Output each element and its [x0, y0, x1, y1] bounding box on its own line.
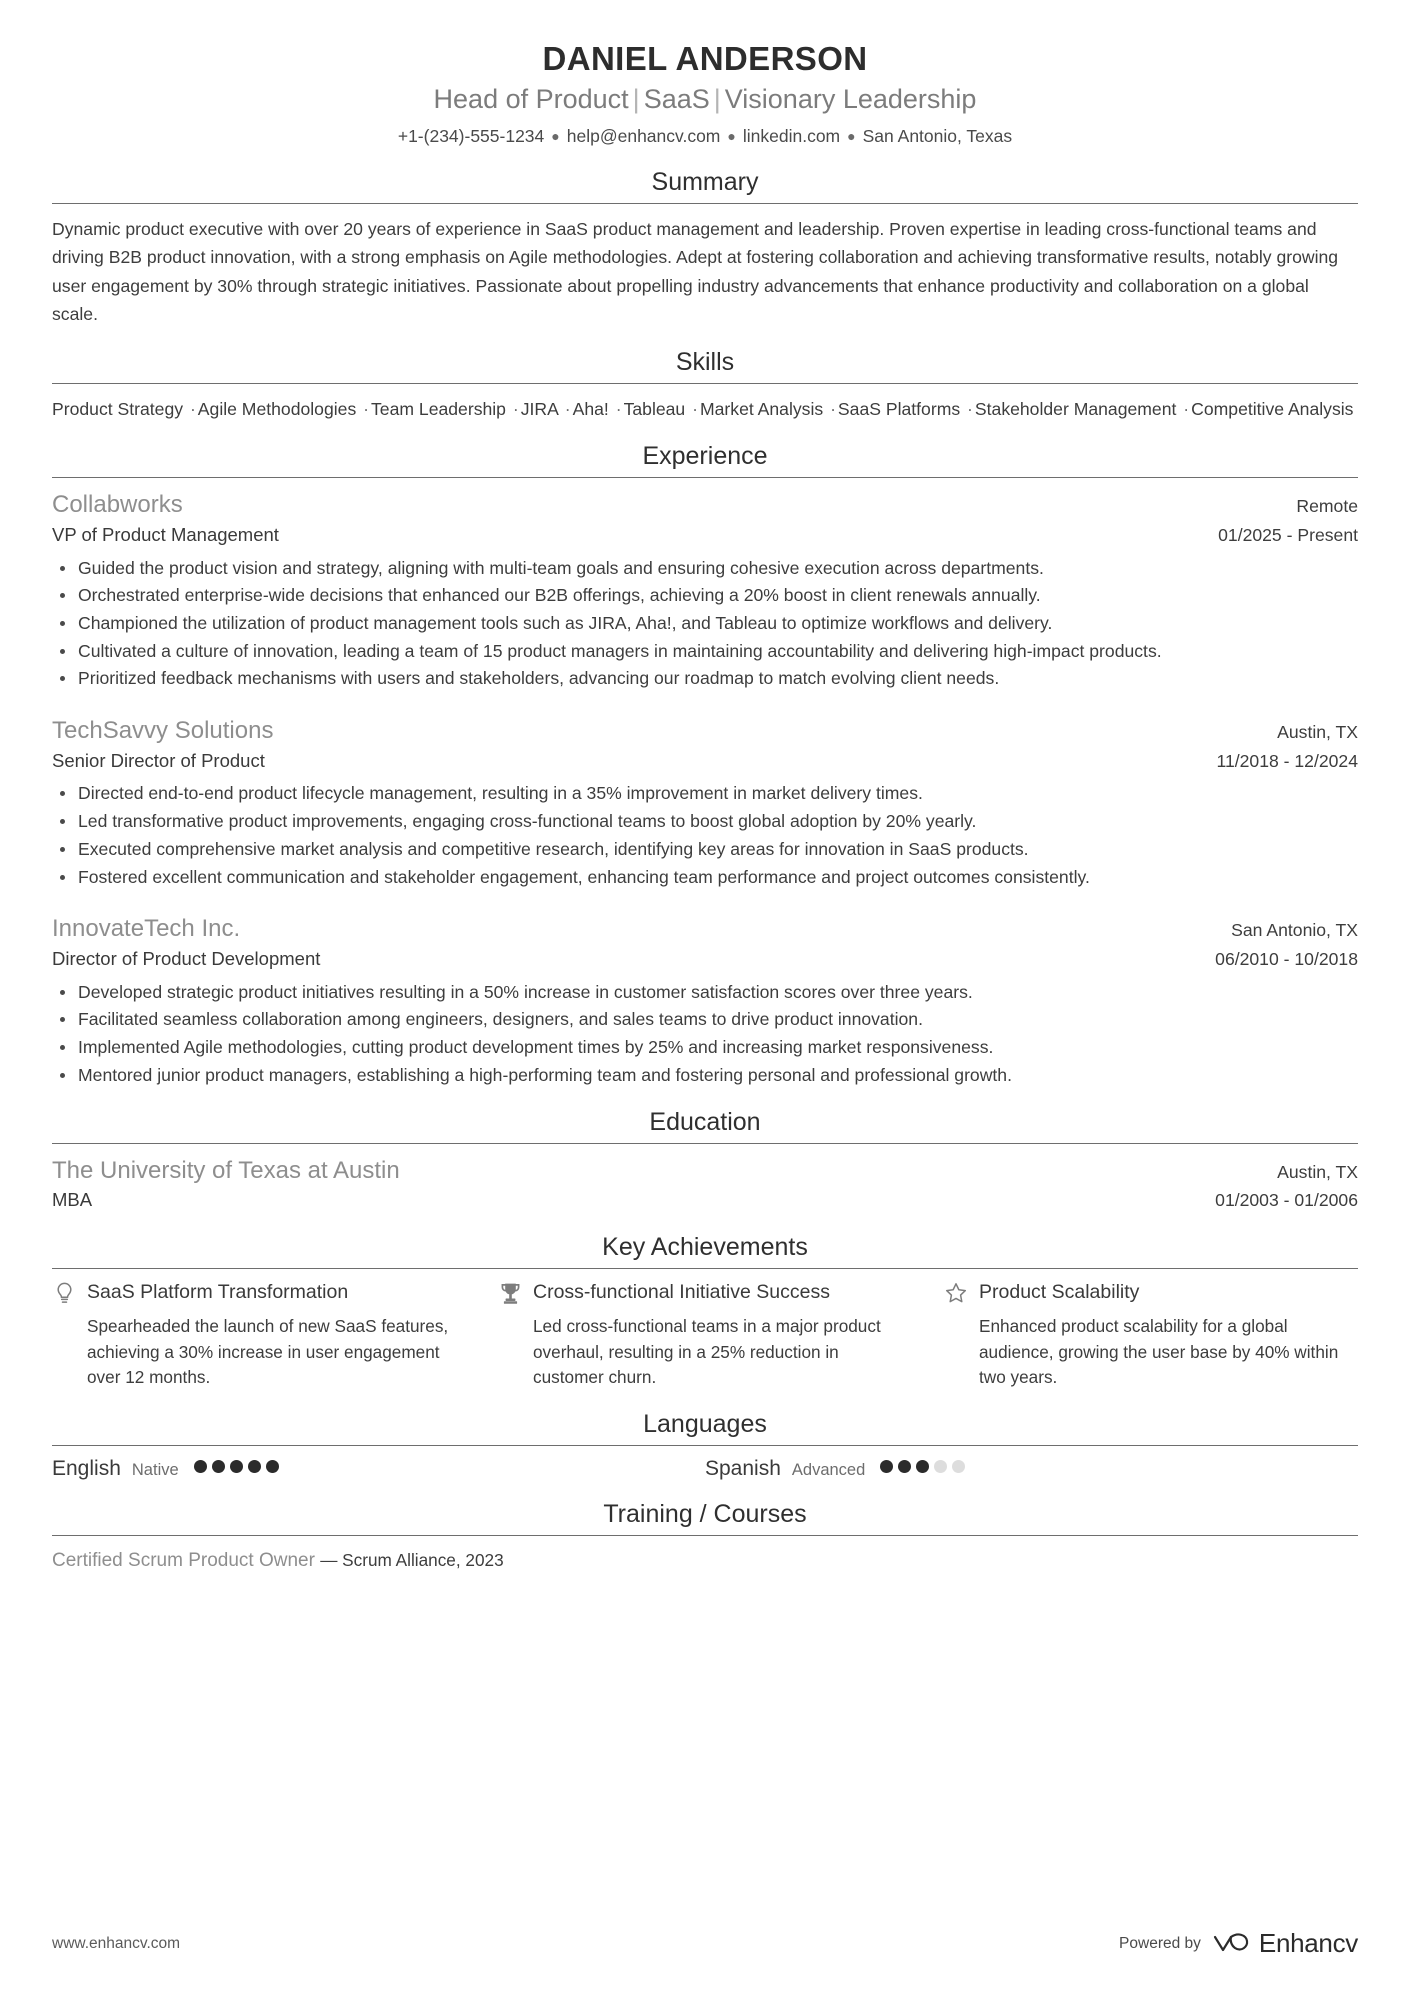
job-bullet: Championed the utilization of product management tools such as JIRA, Aha!, and Tableau to optimize workflows and delivery.	[52, 610, 1358, 637]
job-bullet: Implemented Agile methodologies, cutting product development times by 25% and increasing market responsiveness.	[52, 1034, 1358, 1061]
skill-separator-icon: ·	[363, 398, 369, 419]
section-training	[52, 1499, 1358, 1575]
proficiency-dot	[952, 1460, 965, 1473]
job-bullet: Mentored junior product managers, establishing a high-performing team and fostering personal and professional growth.	[52, 1062, 1358, 1089]
job-company: Collabworks	[52, 491, 183, 519]
proficiency-dot	[230, 1460, 243, 1473]
education-dates: 01/2003 - 01/2006	[1215, 1189, 1358, 1210]
language-name: Spanish	[705, 1457, 781, 1481]
skill-item: Market Analysis	[699, 398, 824, 419]
education-location: Austin, TX	[1277, 1161, 1358, 1182]
skill-item: JIRA	[520, 398, 558, 419]
bullet-separator-icon: ●	[847, 128, 856, 145]
skill-item: Tableau	[623, 398, 686, 419]
skill-item: Competitive Analysis	[1191, 398, 1354, 419]
headline-part-3: Visionary Leadership	[724, 84, 977, 115]
job-bullet: Cultivated a culture of innovation, leading a team of 15 product managers in maintaining accountability and delivering high-impact products.	[52, 638, 1358, 665]
skill-separator-icon: ·	[189, 398, 196, 419]
language-proficiency-dots	[194, 1460, 279, 1473]
job-bullet: Led transformative product improvements, engaging cross-functional teams to boost global adoption by 20% yearly.	[52, 808, 1358, 835]
skill-separator-icon: ·	[512, 398, 519, 419]
proficiency-dot	[934, 1460, 947, 1473]
section-languages	[52, 1409, 1358, 1481]
skill-separator-icon: ·	[830, 398, 836, 419]
proficiency-dot	[916, 1460, 929, 1473]
entry-spacer	[52, 699, 1358, 715]
job-role: VP of Product Management	[52, 523, 279, 545]
job-dates: 01/2025 - Present	[1218, 524, 1358, 545]
section-title-experience: Experience	[642, 442, 768, 471]
skill-separator-icon: ·	[1183, 398, 1190, 419]
achievement-title: Product Scalability	[979, 1280, 1140, 1303]
skill-separator-icon: ·	[564, 398, 571, 419]
achievement-item	[944, 1280, 1358, 1391]
language-name: English	[52, 1457, 121, 1481]
language-proficiency-dots	[880, 1460, 965, 1473]
achievement-item	[498, 1280, 912, 1391]
language-item	[52, 1457, 705, 1481]
job-bullet-list	[52, 780, 1358, 890]
enhancv-wordmark: Enhancv	[1258, 1928, 1358, 1958]
achievement-description: Led cross-functional teams in a major product overhaul, resulting in a 25% reduction in customer churn.	[533, 1315, 881, 1388]
candidate-headline	[52, 82, 1358, 117]
job-dates: 06/2010 - 10/2018	[1215, 948, 1358, 969]
language-level: Advanced	[791, 1461, 866, 1480]
proficiency-dot	[898, 1460, 911, 1473]
headline-divider-icon: |	[713, 84, 721, 115]
job-location: Austin, TX	[1277, 722, 1358, 743]
headline-part-2: SaaS	[643, 84, 710, 115]
job-bullet: Developed strategic product initiatives resulting in a 50% increase in customer satisfaction scores over three years.	[52, 979, 1358, 1006]
skill-item: SaaS Platforms	[837, 398, 961, 419]
language-level: Native	[131, 1461, 179, 1480]
contact-linkedin[interactable]: linkedin.com	[742, 126, 841, 147]
bullet-separator-icon: ●	[727, 128, 736, 145]
job-bullet: Prioritized feedback mechanisms with users and stakeholders, advancing our roadmap to match evolving client needs.	[52, 665, 1358, 692]
achievement-title: Cross-functional Initiative Success	[533, 1280, 830, 1303]
job-bullet: Guided the product vision and strategy, aligning with multi-team goals and ensuring cohesive execution across departments.	[52, 555, 1358, 582]
job-bullet: Directed end-to-end product lifecycle management, resulting in a 35% improvement in market delivery times.	[52, 780, 1358, 807]
skills-list	[52, 395, 1358, 424]
section-title-training: Training / Courses	[603, 1500, 807, 1529]
job-bullet: Orchestrated enterprise-wide decisions that enhanced our B2B offerings, achieving a 20% boost in client renewals annually.	[52, 582, 1358, 609]
job-dates: 11/2018 - 12/2024	[1216, 750, 1358, 771]
section-skills	[52, 347, 1358, 424]
section-experience	[52, 441, 1358, 1088]
job-role: Director of Product Development	[52, 947, 321, 969]
enhancv-logo	[1212, 1928, 1358, 1959]
proficiency-dot	[266, 1460, 279, 1473]
experience-entry	[52, 913, 1358, 1088]
skill-item: Aha!	[572, 398, 609, 419]
languages-grid	[52, 1457, 1358, 1481]
language-item	[705, 1457, 1358, 1481]
headline-part-1: Head of Product	[433, 84, 629, 115]
job-company: InnovateTech Inc.	[52, 915, 241, 943]
experience-list	[52, 478, 1358, 1088]
footer-website-url[interactable]: www.enhancv.com	[52, 1934, 181, 1952]
candidate-name: DANIEL ANDERSON	[542, 40, 868, 77]
proficiency-dot	[248, 1460, 261, 1473]
section-achievements	[52, 1232, 1358, 1391]
contact-phone: +1-(234)-555-1234	[397, 126, 545, 147]
section-education	[52, 1107, 1358, 1214]
education-degree: MBA	[52, 1188, 93, 1210]
proficiency-dot	[212, 1460, 225, 1473]
section-title-achievements: Key Achievements	[602, 1232, 808, 1261]
skill-separator-icon: ·	[615, 398, 622, 419]
job-role: Senior Director of Product	[52, 749, 265, 771]
resume-header	[52, 30, 1358, 149]
section-title-skills: Skills	[675, 347, 735, 376]
contact-line	[52, 124, 1358, 149]
proficiency-dot	[194, 1460, 207, 1473]
job-bullet-list	[52, 555, 1358, 693]
section-title-education: Education	[649, 1107, 761, 1136]
job-bullet: Fostered excellent communication and stakeholder engagement, enhancing team performance and project outcomes consistently.	[52, 864, 1358, 891]
job-location: San Antonio, TX	[1231, 920, 1358, 941]
training-meta: Scrum Alliance, 2023	[342, 1550, 504, 1571]
education-school: The University of Texas at Austin	[52, 1156, 400, 1184]
job-bullet: Executed comprehensive market analysis and competitive research, identifying key areas for innovation in SaaS products.	[52, 836, 1358, 863]
enhancv-mark-icon	[1212, 1931, 1252, 1957]
training-name: Certified Scrum Product Owner	[52, 1550, 315, 1572]
skill-separator-icon: ·	[692, 398, 698, 419]
headline-divider-icon: |	[632, 84, 640, 115]
skill-item: Stakeholder Management	[974, 398, 1177, 419]
achievement-description: Enhanced product scalability for a global audience, growing the user base by 40% within two years.	[979, 1315, 1339, 1388]
job-company: TechSavvy Solutions	[52, 717, 274, 745]
training-list	[52, 1536, 1358, 1575]
skill-separator-icon: ·	[967, 398, 973, 419]
education-list	[52, 1144, 1358, 1214]
achievements-grid	[52, 1280, 1358, 1391]
skill-item: Product Strategy	[52, 398, 184, 419]
job-bullet-list	[52, 979, 1358, 1089]
star-icon	[944, 1280, 968, 1306]
entry-spacer	[52, 897, 1358, 913]
job-location: Remote	[1296, 496, 1358, 517]
section-title-summary: Summary	[651, 167, 759, 196]
achievement-item	[52, 1280, 466, 1391]
section-summary	[52, 167, 1358, 329]
page-footer	[52, 1928, 1358, 1959]
job-bullet: Facilitated seamless collaboration among engineers, designers, and sales teams to drive product innovation.	[52, 1006, 1358, 1033]
training-dash-icon: —	[320, 1550, 343, 1571]
education-entry	[52, 1155, 1358, 1214]
training-entry	[52, 1547, 1358, 1575]
section-title-languages: Languages	[643, 1410, 767, 1439]
achievement-title: SaaS Platform Transformation	[87, 1280, 349, 1303]
skill-item: Agile Methodologies	[197, 398, 357, 419]
experience-entry	[52, 489, 1358, 692]
proficiency-dot	[880, 1460, 893, 1473]
trophy-icon	[498, 1280, 522, 1306]
summary-paragraph: Dynamic product executive with over 20 years of experience in SaaS product management and leadership. Proven expertise in leading cross-functional teams and driving B2B product innovation, with a strong emphasis on Agile methodologies. Adept at fostering collaboration and achieving transformative results, notably growing user engagement by 30% through strategic initiatives. Passionate about propelling industry advancements that enhance productivity and collaboration on a global scale.	[52, 218, 1339, 325]
bullet-separator-icon: ●	[551, 128, 560, 145]
experience-entry	[52, 715, 1358, 890]
contact-email[interactable]: help@enhancv.com	[566, 126, 721, 147]
lightbulb-icon	[52, 1280, 76, 1306]
achievement-description: Spearheaded the launch of new SaaS features, achieving a 30% increase in user engagement over 12 months.	[87, 1315, 449, 1388]
contact-location: San Antonio, Texas	[862, 126, 1013, 147]
skill-item: Team Leadership	[371, 398, 506, 419]
powered-by-label: Powered by	[1119, 1934, 1201, 1952]
